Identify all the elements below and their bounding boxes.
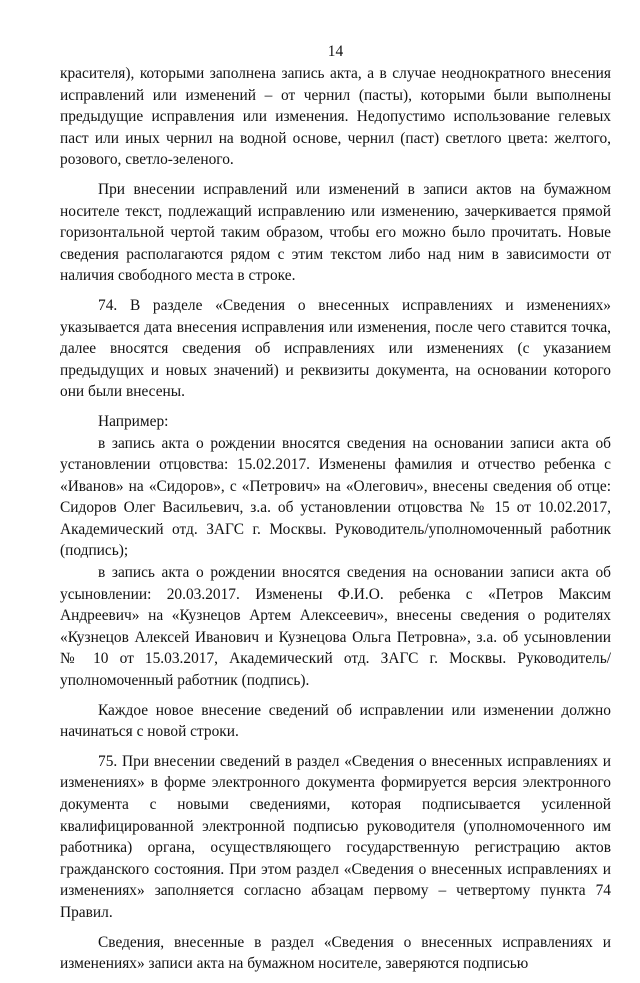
paragraph-continuation: красителя), которыми заполнена запись акта, а в случае неоднократного внесения исправлений или изменений – от чернил (пасты), которыми были выполнены предыдущие исправления или изменения. Недопустимо использование гелевых паст или иных чернил на водной основе, чернил (паст) светлого цвета: желтого, розового, светло-зеленого. — [60, 65, 611, 169]
paragraph-example-adoption: в запись акта о рождении вносятся сведения на основании записи акта об усыновлении: 20.03.2017. Изменены Ф.И.О. ребенка с «Петров Максим Андреевич» на «Кузнецов Артем Алексеевич», внесены сведения о родителях «Кузнецов Алексей Иванович и Кузнецова Ольга Петровна», з.а. об усыновлении № 10 от 15.03.2017, Академический отд. ЗАГС г. Москвы. Руководитель/уполномоченный работник (подпись). — [60, 564, 611, 690]
page-number: 14 — [327, 43, 344, 60]
paragraph-corrections-method: При внесении исправлений или изменений в записи актов на бумажном носителе текст, подлежащий исправлению или изменению, зачеркивается прямой горизонтальной чертой таким образом, чтобы его можно было прочитать. Новые сведения располагаются рядом с этим текстом либо над ним в зависимости от наличия свободного места в строке. — [60, 180, 611, 285]
paragraph-example-paternity: в запись акта о рождении вносятся сведения на основании записи акта об установлении отцовства: 15.02.2017. Изменены фамилия и отчество ребенка с «Иванов» на «Сидоров», с «Петрович» на «Олегович», внесены сведения об отце: Сидоров Олег Васильевич, з.а. об установлении отцовства № 15 от 10.02.2017, Академический отд. ЗАГС г. Москвы. Руководитель/уполномоченный работник (подпись); — [60, 434, 611, 560]
paragraph-example-heading: Например: — [98, 412, 169, 430]
paragraph-item-75: 75. При внесении сведений в раздел «Сведения о внесенных исправлениях и изменениях» в форме электронного документа формируется версия электронного документа с новыми сведениями, которая подписывается усиленной квалифицированной электронной подписью руководителя (уполномоченного им работника) органа, осуществляющего государственную регистрацию актов гражданского состояния. При этом раздел «Сведения о внесенных исправлениях и изменениях» заполняется согласно абзацам первому – четвертому пункта 74 Правил. — [60, 752, 611, 921]
document-body — [60, 63, 611, 983]
paragraph-item-74: 74. В разделе «Сведения о внесенных исправлениях и изменениях» указывается дата внесения исправления или изменения, после чего ставится точка, далее вносятся сведения об исправлениях или изменениях (с указанием предыдущих и новых значений) и реквизиты документа, на основании которого они были внесены. — [60, 296, 611, 401]
paragraph-new-line-rule: Каждое новое внесение сведений об исправлении или изменении должно начинаться с новой строки. — [60, 701, 611, 741]
paragraph-paper-certification: Сведения, внесенные в раздел «Сведения о внесенных исправлениях и изменениях» записи акта на бумажном носителе, заверяются подписью — [60, 933, 611, 973]
